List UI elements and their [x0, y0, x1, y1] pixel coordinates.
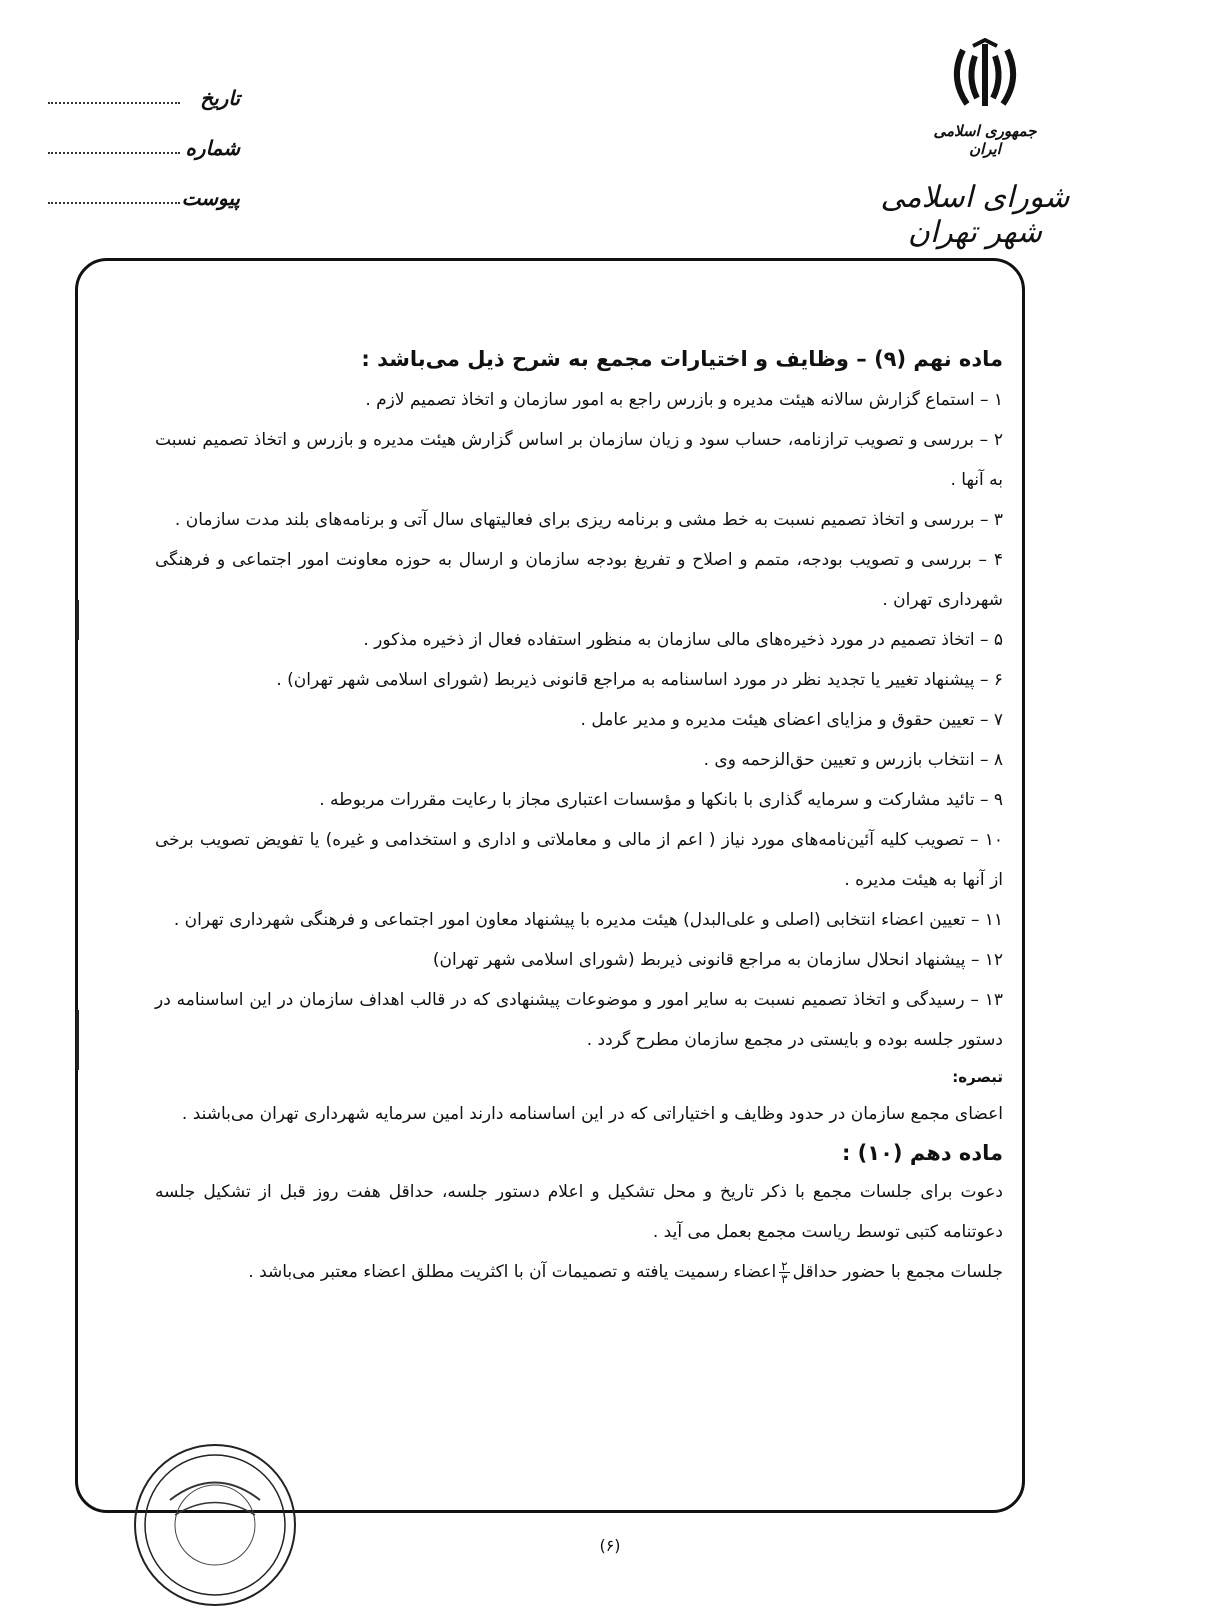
article-9-item: ۱۲ – پیشنهاد انحلال سازمان به مراجع قانونی ذیربط (شورای اسلامی شهر تهران) — [432, 950, 1003, 970]
article-9-item: ۸ – انتخاب بازرس و تعیین حق‌الزحمه وی . — [703, 750, 1003, 770]
article-9-item: ۱ – استماع گزارش سالانه هیئت مدیره و بازرس راجع به امور سازمان و اتخاذ تصمیم لازم . — [365, 390, 1003, 410]
fraction-numerator: ۲ — [781, 1258, 788, 1273]
article-10-paragraph: دعوت برای جلسات مجمع با ذکر تاریخ و محل تشکیل و اعلام دستور جلسه، حداقل هفت روز قبل از تشکیل جلسه دعوتنامه کتبی توسط ریاست مجمع بعمل می آید . — [155, 1182, 1003, 1242]
council-name: شورای اسلامی شهر تهران — [880, 180, 1070, 250]
scan-mark — [76, 600, 79, 640]
attachment-label: پیوست — [181, 186, 240, 210]
iran-emblem-icon — [945, 38, 1025, 118]
article-9-item: ۵ – اتخاذ تصمیم در مورد ذخیره‌های مالی سازمان به منظور استفاده فعال از ذخیره مذکور . — [363, 630, 1003, 650]
article-9-item: ۷ – تعیین حقوق و مزایای اعضای هیئت مدیره و مدیر عامل . — [580, 710, 1003, 730]
article-9-item: ۳ – بررسی و اتخاذ تصمیم نسبت به خط مشی و برنامه ریزی برای فعالیتهای سال آتی و برنامه‌های بلند مدت سازمان . — [174, 510, 1003, 530]
article-10-paragraph — [155, 1252, 1003, 1292]
article-9-item: ۹ – تائید مشارکت و سرمایه گذاری با بانکها و مؤسسات اعتباری مجاز با رعایت مقررات مربوطه . — [319, 790, 1003, 810]
note-label: تبصره: — [952, 1068, 1003, 1086]
number-field — [40, 110, 240, 160]
attachment-dotted-line — [48, 201, 180, 204]
article-9-item: ۴ – بررسی و تصویب بودجه، متمم و اصلاح و تفریغ بودجه سازمان و ارسال به حوزه معاونت امور اجتماعی و فرهنگی شهرداری تهران . — [155, 550, 1003, 610]
council-seal-stamp — [130, 1440, 300, 1610]
document-body — [155, 338, 1003, 1292]
number-dotted-line — [48, 151, 180, 154]
page-number: (۶) — [599, 1536, 621, 1555]
article-9-item: ۱۰ – تصویب کلیه آئین‌نامه‌های مورد نیاز ( اعم از مالی و معاملاتی و اداری و استخدامی و غیره) یا تفویض تصویب برخی از آنها به هیئت مدیره . — [155, 830, 1003, 890]
article-10-title: ماده دهم (۱۰) : — [841, 1141, 1003, 1165]
quorum-text-before: جلسات مجمع با حضور حداقل — [792, 1262, 1003, 1282]
date-field — [40, 60, 240, 110]
quorum-text-after: اعضاء رسمیت یافته و تصمیمات آن با اکثریت مطلق اعضاء معتبر می‌باشد . — [248, 1262, 777, 1282]
article-9-item: ۲ – بررسی و تصویب ترازنامه، حساب سود و زیان سازمان بر اساس گزارش هیئت مدیره و بازرس و اتخاذ تصمیم نسبت به آنها . — [155, 430, 1003, 490]
article-9-item: ۱۳ – رسیدگی و اتخاذ تصمیم نسبت به سایر امور و موضوعات پیشنهادی که در قالب اهداف سازمان در این اساسنامه در دستور جلسه بوده و بایستی در مجمع سازمان مطرح گردد . — [155, 990, 1003, 1050]
note-text: اعضای مجمع سازمان در حدود وظایف و اختیاراتی که در این اساسنامه دارند امین سرمایه شهرداری تهران می‌باشند . — [181, 1104, 1003, 1124]
letter-meta — [40, 60, 240, 210]
quorum-fraction — [779, 1260, 789, 1285]
date-label: تاریخ — [200, 86, 240, 110]
article-9-title: ماده نهم (۹) – وظایف و اختیارات مجمع به شرح ذیل می‌باشد : — [361, 347, 1003, 371]
number-label: شماره — [185, 136, 240, 160]
fraction-denominator: ۳ — [781, 1271, 788, 1286]
scan-mark — [76, 1010, 79, 1070]
article-9-item: ۶ – پیشنهاد تغییر یا تجدید نظر در مورد اساسنامه به مراجع قانونی ذیربط (شورای اسلامی شهر تهران) . — [276, 670, 1003, 690]
article-9-item: ۱۱ – تعیین اعضاء انتخابی (اصلی و علی‌البدل) هیئت مدیره با پیشنهاد معاون امور اجتماعی و فرهنگی شهرداری تهران . — [173, 910, 1003, 930]
country-name: جمهوری اسلامی ایران — [933, 122, 1037, 158]
date-dotted-line — [48, 101, 180, 104]
attachment-field — [40, 160, 240, 210]
